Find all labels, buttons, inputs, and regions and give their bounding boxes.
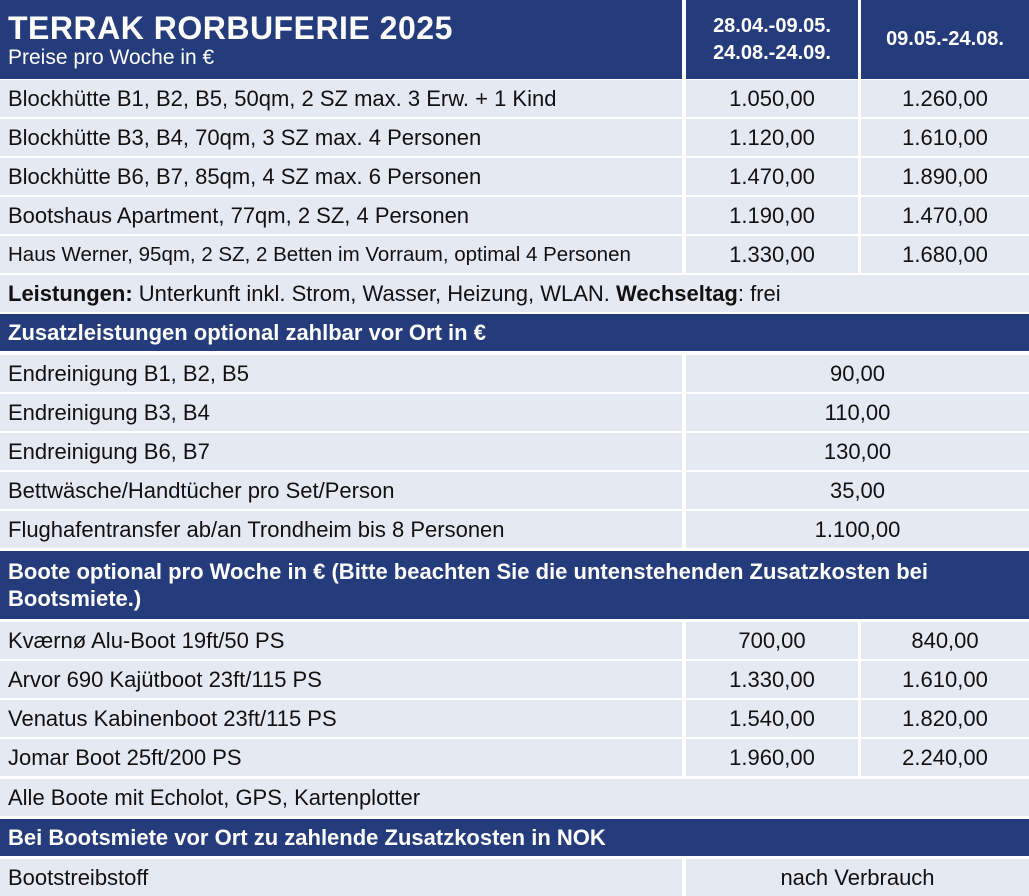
price-period-1: 1.960,00 — [686, 739, 858, 776]
price-period-2: 2.240,00 — [861, 739, 1029, 776]
period-1-header — [686, 0, 858, 79]
price-period-1: 1.050,00 — [686, 80, 858, 117]
boats-note: Alle Boote mit Echolot, GPS, Kartenplotter — [0, 779, 1029, 816]
cost-price: nach Verbrauch — [686, 859, 1029, 896]
price-period-2: 1.470,00 — [861, 197, 1029, 234]
period-2-label: 09.05.-24.08. — [886, 28, 1004, 50]
table-header — [0, 0, 1029, 79]
accommodation-name: Bootshaus Apartment, 77qm, 2 SZ, 4 Personen — [0, 197, 682, 234]
price-period-2: 840,00 — [861, 622, 1029, 659]
period-1-line-2: 24.08.-24.09. — [713, 41, 831, 64]
price-period-1: 1.470,00 — [686, 158, 858, 195]
extra-price: 130,00 — [686, 433, 1029, 470]
table-row — [0, 197, 1029, 234]
section-header — [0, 551, 1029, 619]
services-description: Unterkunft inkl. Strom, Wasser, Heizung, WLAN. — [132, 280, 617, 306]
changeover-label: Wechseltag — [616, 280, 738, 306]
extra-name: Endreinigung B6, B7 — [0, 433, 682, 470]
price-period-2: 1.610,00 — [861, 661, 1029, 698]
boats-note-row — [0, 779, 1029, 816]
boats-header: Boote optional pro Woche in € (Bitte beachten Sie die untenstehenden Zusatzkosten bei Bootsmiete.) — [0, 551, 1029, 619]
boat-name: Venatus Kabinenboot 23ft/115 PS — [0, 700, 682, 737]
price-period-1: 1.330,00 — [686, 236, 858, 273]
cost-name: Bootstreibstoff — [0, 859, 682, 896]
table-row — [0, 355, 1029, 392]
price-period-1: 1.330,00 — [686, 661, 858, 698]
price-period-1: 700,00 — [686, 622, 858, 659]
extra-price: 110,00 — [686, 394, 1029, 431]
accommodation-name: Blockhütte B6, B7, 85qm, 4 SZ max. 6 Personen — [0, 158, 682, 195]
table-row — [0, 472, 1029, 509]
table-row — [0, 622, 1029, 659]
table-row — [0, 511, 1029, 548]
table-row — [0, 158, 1029, 195]
changeover-value: : frei — [737, 280, 781, 306]
price-period-1: 1.190,00 — [686, 197, 858, 234]
boat-name: Jomar Boot 25ft/200 PS — [0, 739, 682, 776]
table-row — [0, 236, 1029, 273]
table-row — [0, 433, 1029, 470]
boat-name: Arvor 690 Kajütboot 23ft/115 PS — [0, 661, 682, 698]
services-text — [0, 275, 1029, 312]
page-title: TERRAK RORBUFERIE 2025 — [8, 9, 453, 46]
extras-header: Zusatzleistungen optional zahlbar vor Ort in € — [0, 314, 1029, 351]
price-period-2: 1.820,00 — [861, 700, 1029, 737]
price-period-2: 1.890,00 — [861, 158, 1029, 195]
services-label: Leistungen: — [8, 280, 133, 306]
extra-price: 90,00 — [686, 355, 1029, 392]
price-period-2: 1.610,00 — [861, 119, 1029, 156]
table-row — [0, 80, 1029, 117]
extra-name: Bettwäsche/Handtücher pro Set/Person — [0, 472, 682, 509]
table-row — [0, 394, 1029, 431]
price-period-1: 1.120,00 — [686, 119, 858, 156]
accommodation-name: Blockhütte B3, B4, 70qm, 3 SZ max. 4 Personen — [0, 119, 682, 156]
table-row — [0, 739, 1029, 776]
extra-name: Endreinigung B3, B4 — [0, 394, 682, 431]
price-period-2: 1.260,00 — [861, 80, 1029, 117]
extra-price: 35,00 — [686, 472, 1029, 509]
accommodation-name: Blockhütte B1, B2, B5, 50qm, 2 SZ max. 3 Erw. + 1 Kind — [0, 80, 682, 117]
extra-price: 1.100,00 — [686, 511, 1029, 548]
extra-name: Flughafentransfer ab/an Trondheim bis 8 Personen — [0, 511, 682, 548]
period-1-line-1: 28.04.-09.05. — [713, 14, 831, 37]
period-2-header — [861, 0, 1029, 79]
accommodation-name: Haus Werner, 95qm, 2 SZ, 2 Betten im Vorraum, optimal 4 Personen — [0, 236, 682, 273]
table-row — [0, 661, 1029, 698]
table-row — [0, 119, 1029, 156]
table-row — [0, 700, 1029, 737]
extra-name: Endreinigung B1, B2, B5 — [0, 355, 682, 392]
boat-name: Kværnø Alu-Boot 19ft/50 PS — [0, 622, 682, 659]
section-header — [0, 819, 1029, 856]
section-header — [0, 314, 1029, 351]
title-block — [0, 0, 682, 79]
price-period-2: 1.680,00 — [861, 236, 1029, 273]
table-row — [0, 859, 1029, 896]
services-row — [0, 275, 1029, 312]
page-subtitle: Preise pro Woche in € — [8, 45, 215, 69]
costs-header: Bei Bootsmiete vor Ort zu zahlende Zusatzkosten in NOK — [0, 819, 1029, 856]
price-period-1: 1.540,00 — [686, 700, 858, 737]
